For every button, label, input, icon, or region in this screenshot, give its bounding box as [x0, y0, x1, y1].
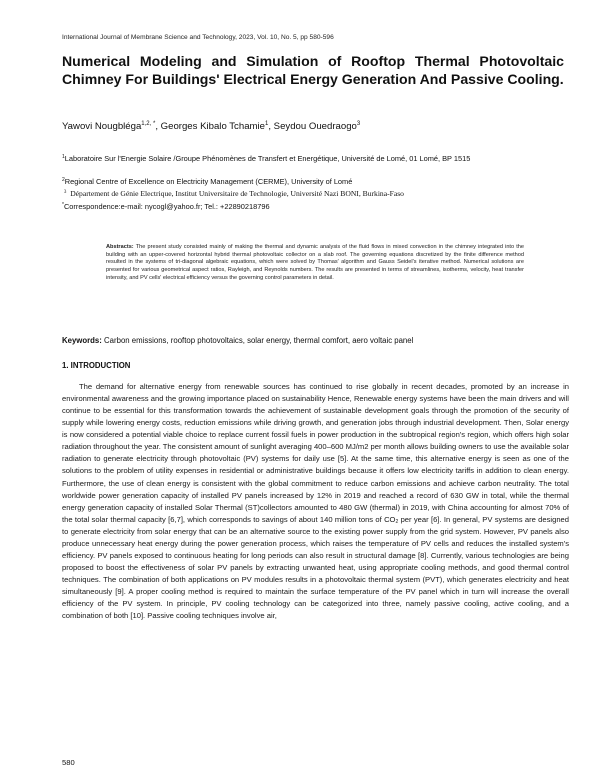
affiliation-mark: 1 [62, 154, 65, 160]
affiliation-1 [62, 153, 568, 164]
author-name: , Seydou Ouedraogo [268, 121, 357, 132]
correspondence-text: Correspondence:e-mail: nycogl@yahoo.fr; Tel.: +22890218796 [63, 202, 270, 211]
abstract-text: The present study consisted mainly of making the thermal and dynamic analysis of the fluid flows in mixed convection in the chimney integrated into the building with an upper-covered horizontal hybrid thermal photovoltaic collector on a slab roof. The governing equations discretized by the finite difference method resulted in the systems of tri-diagonal algebraic equations, which were solved by Thomas' algorithm and Gauss Seidel's iterative method. Numerical solutions are presented for various geometrical aspect ratios, Rayleigh, and Reynolds numbers. The results are presented in terms of streamlines, isotherms, velocity, heat transfer intensity, and PV cells' electrical efficiency versus the governing control parameters in detail. [106, 244, 525, 281]
keywords [62, 336, 413, 345]
section-heading: 1. INTRODUCTION [62, 361, 131, 370]
co2-subscript: 2 [395, 518, 399, 525]
author-name: Yawovi Nougbléga [62, 121, 142, 132]
body-paragraph [62, 381, 569, 622]
author-affiliation-mark: 1,2, * [141, 121, 156, 127]
journal-header: International Journal of Membrane Science and Technology, 2023, Vol. 10, No. 5, pp 580-596 [62, 34, 334, 41]
affiliation-3 [62, 188, 568, 199]
abstract-label: Abstracts: [106, 244, 134, 250]
body-text-part-2: per year [6]. In general, PV systems are designed to generate electricity from solar energy that can be an alternative source to the existing power supply from the grid system. However, PV panels also produce unnecessary heat energy during the power generation process, which raises the temperature of PV cells and reduces the installed system's efficiency. PV panels exposed to continuous heating for long periods can also result in structural damage [8]. Currently, various technologies are being proposed to boost the effectiveness of solar PV panels by extracting unwanted heat, using appropriate cooling methods, and good thermal control techniques. The combination of both applications on PV modules results in a photovoltaic thermal system (PVT), which generates electricity and heat simultaneously [9]. A proper cooling method is required to maintain the surface temperature of the PV panel which in turn will increase the overall efficiency of the PV system. In principle, PV cooling technology can be categorized into three, namely passive cooling, active cooling, and a combination of both [10]. Passive cooling techniques involve air, [62, 514, 569, 621]
author-name: , Georges Kibalo Tchamie [155, 121, 265, 132]
author-list [62, 121, 360, 132]
author-affiliation-mark: 3 [356, 121, 361, 127]
body-text-part-1: The demand for alternative energy from renewable sources has continued to rise globally in recent decades, promoted by an increase in environmental awareness and the growing importance placed on sustainability Hence, Renewable energy systems have been the main drivers and will continue to be essential for this transformation towards the achievement of sustainable development goals through the promotion of the security of supply while lowering energy costs, reduction emissions while driving growth, and generation jobs through industrial development. Then, Solar energy is now considered a potential viable choice to replace current fossil fuels in power production in the subtropical region's region, which offers high solar radiation throughout the year. The consistent amount of sunlight averaging 400–600 MJ/m2 per month allows building owners to use the available solar radiation to generate electricity through photovoltaic (PV) systems for daily use [5]. At the same time, this alternative energy is seen as one of the solutions to the problem of utility expenses in residential or administrative buildings because it offers low electricity tariffs in addition to clean energy. Furthermore, the use of clean energy is consistent with the global commitment to reduce carbon emissions and achieve carbon neutrality. The total worldwide power generation capacity of installed PV panels increased by 12% in 2019 and reached a record of 630 GW in total, while the thermal energy generation capacity of installed Solar Thermal (ST)collectors amounted to 480 GW (thermal) in 2019, with China accounting for almost 70% of the total solar thermal capacity [6,7], which corresponds to savings of about 140 million tons of CO [62, 382, 569, 524]
paper-title: Numerical Modeling and Simulation of Rooftop Thermal Photovoltaic Chimney For Buildings' Electrical Energy Generation And Passive Cooling. [62, 53, 564, 87]
affiliation-text: Département de Génie Electrique, Institut Universitaire de Technologie, Université Nazi BONI, Burkina-Faso [70, 189, 404, 198]
keywords-label: Keywords: [62, 336, 102, 345]
affiliation-text: Regional Centre of Excellence on Electricity Management (CERME), University of Lomé [64, 177, 353, 186]
affiliation-mark: 3 [63, 190, 67, 195]
affiliation-mark: 2 [62, 177, 65, 183]
author-affiliation-mark: 1 [265, 121, 269, 127]
correspondence [62, 201, 568, 212]
affiliation-2 [62, 176, 568, 187]
abstract [106, 244, 524, 282]
correspondence-mark: * [62, 202, 64, 208]
keywords-text: Carbon emissions, rooftop photovoltaics, solar energy, thermal comfort, aero voltaic panel [104, 336, 414, 345]
affiliation-text: Laboratoire Sur l'Energie Solaire /Groupe Phénomènes de Transfert et Energétique, Université de Lomé, 01 Lomé, BP 1515 [64, 154, 471, 163]
page-number: 580 [62, 758, 75, 767]
